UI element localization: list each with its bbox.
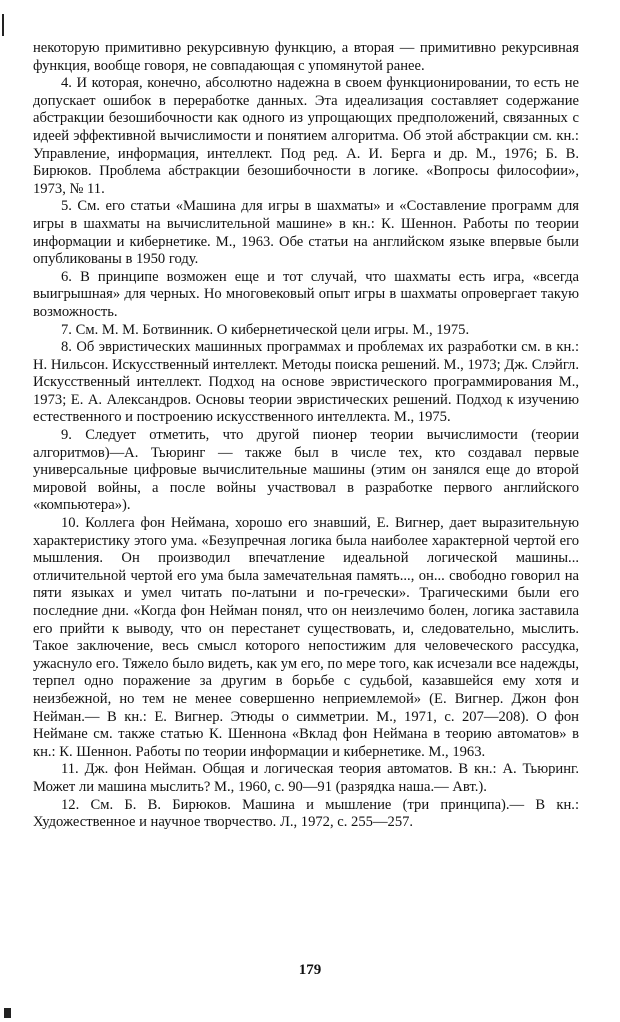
note-8: 8. Об эвристических машинных программах и проблемах их разработки см. в кн.: Н. Нильсон. Искусственный интеллект. Методы поиска решений. М., 1973; Дж. Слэйгл. Искусственный интеллект. Подход на основе эвристического программирования М., 1973; Е. А. Александров. Основы теории эвристических решений. Подход к изучению естественного и построению искусственного интеллекта. М., 1975.	[33, 339, 579, 426]
note-4: 4. И которая, конечно, абсолютно надежна в своем функционировании, то есть не допускает ошибок в переработке данных. Эта идеализация составляет содержание абстракции безошибочности как одного из упрощающих предположений, связанных с идеей эффективной вычислимости и понятием алгоритма. Об этой абстракции см. кн.: Управление, информация, интеллект. Под ред. А. И. Берга и др. М., 1976; Б. В. Бирюков. Проблема абстракции безошибочности в логике. «Вопросы философии», 1973, № 11.	[33, 75, 579, 197]
note-9: 9. Следует отметить, что другой пионер теории вычислимости (теории алгоритмов)—А. Тьюринг — также был в числе тех, кто создавал первые универсальные цифровые вычислительные машины (этим он занялся еще до второй мировой войны, а после войны участвовал в разработке первого английского «компьютера»).	[33, 427, 579, 514]
page-number: 179	[298, 962, 322, 978]
note-12: 12. См. Б. В. Бирюков. Машина и мышление (три принципа).— В кн.: Художественное и научное творчество. Л., 1972, с. 255—257.	[33, 796, 579, 831]
note-11: 11. Дж. фон Нейман. Общая и логическая теория автоматов. В кн.: А. Тьюринг. Может ли машина мыслить? М., 1960, с. 90—91 (разрядка наша.— Авт.).	[33, 761, 579, 795]
note-10: 10. Коллега фон Неймана, хорошо его знавший, Е. Вигнер, дает выразительную характеристику этого ума. «Безупречная логика была наиболее характерной чертой его мышления. Он производил впечатление идеальной логической машины... отличительной чертой его ума была замечательная память..., он... свободно говорил на пяти языках и умел читать по-латыни и по-гречески». Трагическими были его последние дни. «Когда фон Нейман понял, что он неизлечимо болен, логика заставила его прийти к выводу, что он перестанет существовать, и, следовательно, мыслить. Такое заключение, весь смысл которого непостижим для человеческого рассудка, ужаснуло его. Тяжело было видеть, как ум его, по мере того, как исчезали все надежды, терпел одно поражение за другим в борьбе с судьбой, казавшейся ему хотя и неизбежной, но тем не менее совершенно неприемлемой» (Е. Вигнер. Джон фон Нейман.— В кн.: Е. Вигнер. Этюды о симметрии. М., 1971, с. 207—208). О фон Неймане см. также статью К. Шеннона «Вклад фон Неймана в теорию автоматов» в кн.: К. Шеннон. Работы по теории информации и кибернетике. М., 1963.	[33, 515, 579, 760]
notes-body	[33, 40, 579, 832]
note-5: 5. См. его статьи «Машина для игры в шахматы» и «Составление программ для игры в шахматы на вычислительной машине» в кн.: К. Шеннон. Работы по теории информации и кибернетике. М., 1963. Обе статьи на английском языке впервые были опубликованы в 1950 году.	[33, 198, 579, 268]
note-continuation: некоторую примитивно рекурсивную функцию, а вторая — примитивно рекурсивная функция, вообще говоря, не совпадающая с упомянутой ранее.	[33, 40, 579, 74]
note-6: 6. В принципе возможен еще и тот случай, что шахматы есть игра, «всегда выигрышная» для черных. Но многовековый опыт игры в шахматы опровергает такую возможность.	[33, 268, 579, 320]
scan-edge-mark	[2, 14, 4, 36]
note-7: 7. См. М. М. Ботвинник. О кибернетической цели игры. М., 1975.	[61, 321, 470, 338]
scan-edge-mark-bottom	[4, 1008, 11, 1018]
